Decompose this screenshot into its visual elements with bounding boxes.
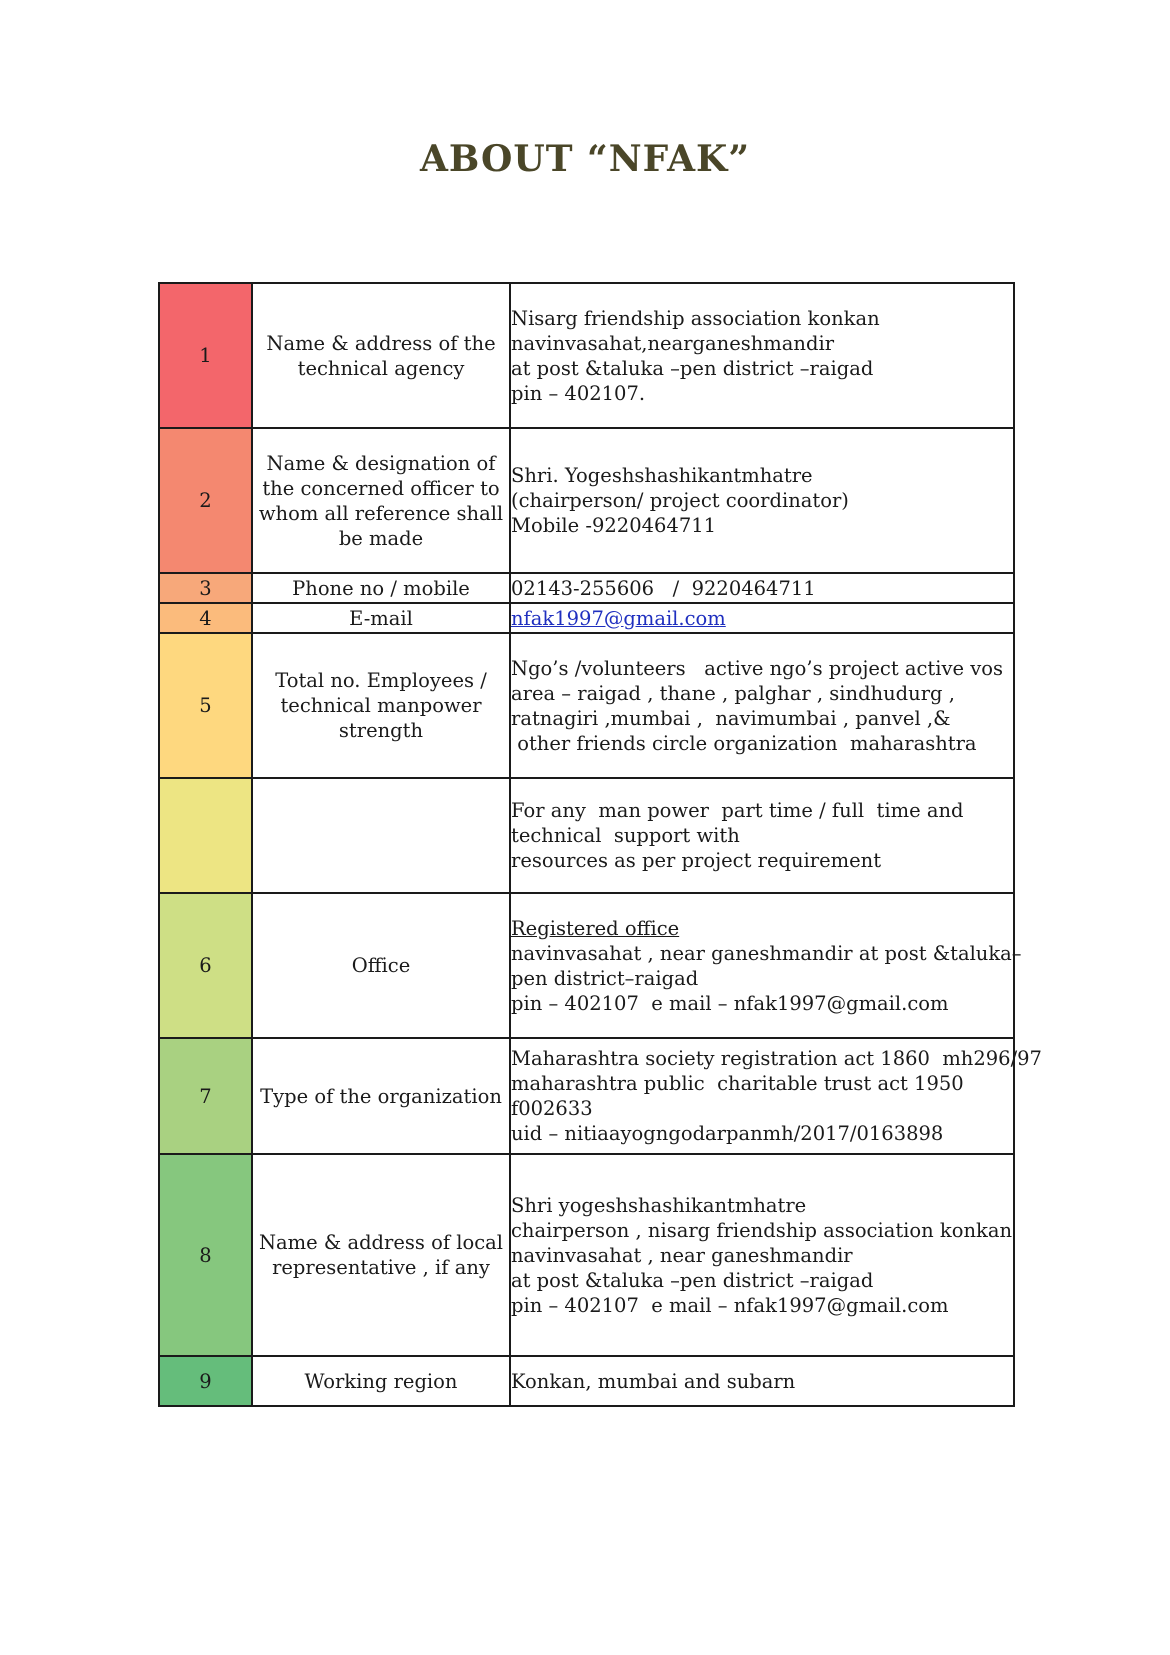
value-line: pin – 402107 e mail – nfak1997@gmail.com	[511, 991, 949, 1015]
value-line: pin – 402107.	[511, 381, 646, 405]
table-row	[159, 893, 1014, 1038]
email-link[interactable]: nfak1997@gmail.com	[511, 606, 726, 630]
row-number: 3	[159, 573, 252, 603]
row-number: 7	[159, 1038, 252, 1154]
row-label: Office	[252, 893, 510, 1038]
value-line: f002633	[511, 1097, 593, 1120]
value-line: uid – nitiaayogngodarpanmh/2017/0163898	[511, 1122, 944, 1145]
table-row	[159, 633, 1014, 778]
row-label: Total no. Employees / technical manpower strength	[252, 633, 510, 778]
row-value	[510, 428, 1014, 573]
page-title: ABOUT “NFAK”	[419, 138, 751, 180]
value-line: pen district–raigad	[511, 966, 699, 990]
row-number	[159, 778, 252, 893]
value-line: maharashtra public charitable trust act 1950	[511, 1072, 964, 1095]
value-line: For any man power part time / full time and	[511, 799, 964, 822]
table-row	[159, 1356, 1014, 1406]
value-line: navinvasahat,nearganeshmandir	[511, 331, 835, 355]
value-line: other friends circle organization maharashtra	[511, 731, 977, 755]
row-label: Name & designation of the concerned officer to whom all reference shall be made	[252, 428, 510, 573]
table-row	[159, 1038, 1014, 1154]
value-line: Ngo’s /volunteers active ngo’s project active vos	[511, 656, 1003, 680]
value-line: Mobile -9220464711	[511, 514, 717, 537]
row-number: 5	[159, 633, 252, 778]
value-line: technical support with	[511, 824, 740, 847]
row-label: Phone no / mobile	[252, 573, 510, 603]
row-label: Type of the organization	[252, 1038, 510, 1154]
table-row	[159, 283, 1014, 428]
row-label	[252, 778, 510, 893]
row-value	[510, 893, 1022, 1038]
row-label: E-mail	[252, 603, 510, 633]
value-line: area – raigad , thane , palghar , sindhudurg ,	[511, 681, 955, 705]
value-line: pin – 402107 e mail – nfak1997@gmail.com	[511, 1293, 949, 1317]
table-row	[159, 603, 1014, 633]
row-label: Working region	[252, 1356, 510, 1406]
table-row	[159, 573, 1014, 603]
row-value	[510, 1038, 1042, 1154]
value-line: (chairperson/ project coordinator)	[511, 489, 849, 512]
row-number: 1	[159, 283, 252, 428]
value-line: ratnagiri ,mumbai , navimumbai , panvel ,&	[511, 706, 951, 730]
row-number: 4	[159, 603, 252, 633]
value-line: at post &taluka –pen district –raigad	[511, 356, 874, 380]
value-line: resources as per project requirement	[511, 849, 882, 872]
row-value	[510, 1154, 1014, 1356]
row-label: Name & address of local representative , if any	[252, 1154, 510, 1356]
row-value	[510, 778, 1014, 893]
value-line: at post &taluka –pen district –raigad	[511, 1268, 874, 1292]
row-value	[510, 633, 1014, 778]
value-line: Shri. Yogeshshashikantmhatre	[511, 464, 813, 487]
row-label: Name & address of the technical agency	[252, 283, 510, 428]
value-line: Shri yogeshshashikantmhatre	[511, 1193, 807, 1217]
phone-value: 02143-255606 / 9220464711	[511, 576, 816, 600]
row-number: 2	[159, 428, 252, 573]
value-line: Maharashtra society registration act 1860 mh296/97	[511, 1047, 1042, 1070]
row-value	[510, 573, 1014, 603]
row-number: 9	[159, 1356, 252, 1406]
registered-office-heading: Registered office	[511, 916, 680, 940]
value-line: Nisarg friendship association konkan	[511, 306, 880, 330]
value-line: navinvasahat , near ganeshmandir at post &taluka–	[511, 941, 1022, 965]
value-line: chairperson , nisarg friendship association konkan	[511, 1218, 1013, 1242]
working-region-value: Konkan, mumbai and subarn	[511, 1369, 796, 1393]
info-table	[158, 282, 1042, 1407]
value-line: navinvasahat , near ganeshmandir	[511, 1243, 853, 1267]
table-row	[159, 1154, 1014, 1356]
row-value	[510, 283, 1014, 428]
table-row	[159, 428, 1014, 573]
row-value	[510, 603, 1014, 633]
row-number: 8	[159, 1154, 252, 1356]
table-row	[159, 778, 1014, 893]
row-number: 6	[159, 893, 252, 1038]
row-value	[510, 1356, 1014, 1406]
